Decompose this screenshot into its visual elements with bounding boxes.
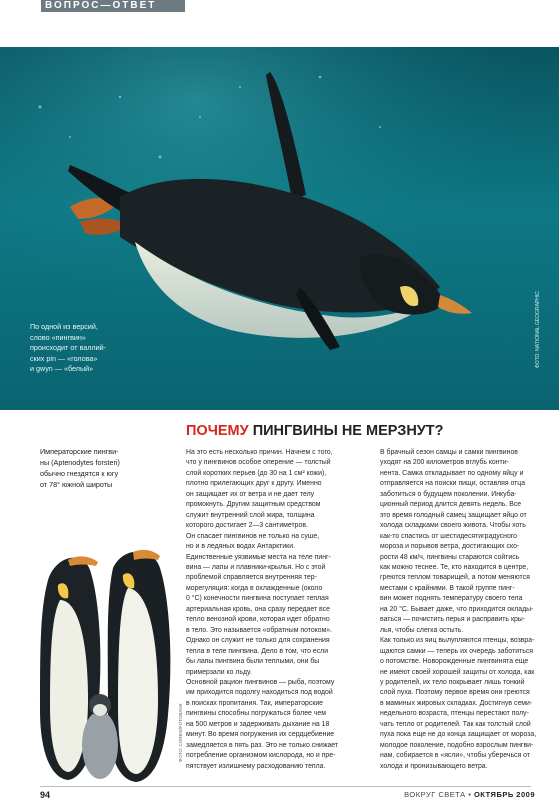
side-caption (40, 446, 170, 490)
headline-rest: ПИНГВИНЫ НЕ МЕРЗНУТ? (252, 423, 444, 439)
column-line: Он спасает пингвинов не только на суше, (186, 532, 320, 540)
side-caption-line: Императорские пингви- (40, 447, 119, 456)
magazine-footer (404, 790, 535, 799)
column-line: примерзали ко льду. (186, 668, 252, 676)
column-line: чать тепло от родителей. Так как толстый слой (380, 720, 531, 728)
column-line: плотно прилегающих друг к другу. Именно (186, 480, 322, 488)
column-line: тепла в теле пингвина. Дело в том, что если (186, 647, 329, 655)
column-line: что у пингвинов особое оперение — толстый (186, 459, 331, 467)
article-column-2 (380, 448, 552, 772)
side-caption-line: обычно гнездятся к югу (40, 469, 119, 478)
caption-line: и gwyn — «белый» (30, 364, 94, 374)
column-line: Как только из яиц вылупляются птенцы, возвра- (380, 637, 535, 645)
column-line: бы лапы пингвина были теплыми, они бы (186, 658, 320, 666)
column-line: в маминых жировых складках. Достигнув семи- (380, 699, 533, 707)
issue-date: ОКТЯБРЬ 2009 (473, 790, 535, 799)
column-line: местами с крайними. В такой группе пинг- (380, 584, 515, 592)
headline-accent: ПОЧЕМУ (186, 423, 249, 439)
column-line: как-то спастись от шестидесятиградусного (380, 532, 517, 540)
column-line: пуха пока еще не до конца защищает от мороза, (380, 731, 537, 739)
column-line: 0 °С) конечности пингвина поступает теплая (186, 595, 329, 603)
section-rubric: ВОПРОС—ОТВЕТ (41, 0, 185, 12)
caption-line: ских pin — «голова» (30, 353, 98, 363)
column-line: он защищает их от ветра и не дает телу (186, 490, 315, 498)
column-line: пятствует излишнему расходованию тепла. (186, 762, 326, 770)
column-line: в поисках пропитания. Так, императорские (186, 699, 324, 707)
column-line: промокнуть. Другим защитным средством (186, 501, 321, 509)
footer-bullet: • (468, 790, 472, 799)
column-line: минут. Во время погружения их сердцебиение (186, 731, 335, 739)
column-line: ваться — почистить перья и расправить кры- (380, 616, 526, 624)
column-line: молодое поколение, подобно взрослым пингви- (380, 741, 534, 749)
penguin-photo-credit: ФОТО: CORBIS/FOTOBANK (178, 703, 183, 762)
column-line: пингвины способны погружаться более чем (186, 710, 326, 718)
column-line: у родителей, их тело покрывает лишь тонкий (380, 678, 525, 686)
column-line: проблемой справляется внутренняя тер- (186, 574, 317, 582)
article-headline (186, 423, 444, 439)
column-line: морегуляция: когда в охлажденные (около (186, 584, 323, 592)
column-line: нента. Самка откладывает по одному яйцу и (380, 469, 524, 477)
column-line: отправляется на поиски пищи, оставляя отца (380, 480, 526, 488)
column-line: рости 48 км/ч, пингвины стараются сойтись (380, 553, 520, 561)
column-line: В брачный сезон самцы и самки пингвинов (380, 449, 518, 456)
emperor-penguins-photo (28, 540, 183, 785)
column-line: нам, собирается в «ясли», чтобы уберечься от (380, 752, 530, 760)
column-line: в тело. Это называется «обратным потоком». (186, 626, 333, 634)
column-line: но и в ледяных водах Антарктики. (186, 543, 295, 551)
column-line: Единственные уязвимые места на теле пинг- (186, 553, 331, 561)
column-line: вин может поднять температуру своего тела (380, 595, 523, 603)
column-line: это время голодный самец защищает яйцо от (380, 511, 527, 519)
column-line: потребление организмом кислорода, но и пре- (186, 752, 336, 760)
column-line: на 500 метров и задерживать дыхание на 18 (186, 720, 330, 728)
side-caption-line: от 78° южной широты (40, 480, 113, 489)
column-line: слой пуха. Поэтому первое время они греются (380, 689, 530, 697)
column-line: ционный период длится девять недель. Все (380, 501, 522, 509)
column-line: На это есть несколько причин. Начнем с того, (186, 449, 333, 456)
column-line: холода и пронизывающего ветра. (380, 762, 488, 770)
column-line: греются теплом товарищей, а потом меняются (380, 574, 530, 582)
column-line: артериальная кровь, она сразу передает все (186, 605, 330, 613)
column-line: которого достигает 2—3 сантиметров. (186, 522, 308, 530)
photo-caption (30, 322, 160, 375)
magazine-name: ВОКРУГ СВЕТА (404, 790, 466, 799)
column-line: замедляется в пять раз. Это не только снижает (186, 741, 339, 749)
footer-divider (40, 786, 531, 787)
side-caption-line: ны (Aptenodytes forsteri) (40, 458, 120, 467)
page-number: 94 (40, 790, 51, 800)
column-line: холода складками своего живота. Чтобы хоть (380, 522, 526, 530)
column-line: о потомстве. Новорожденные пингвинята еще (380, 658, 529, 666)
column-line: тепло венозной крови, которая идет обратно (186, 616, 330, 624)
column-line: щаются самки — теперь их очередь заботиться (380, 647, 533, 655)
column-line: лья, чтобы слегка остыть. (380, 626, 464, 634)
column-line: как можно теснее. Те, кто находится в центре, (380, 563, 529, 571)
column-line: вина — лапы и плавники-крылья. Но с этой (186, 563, 326, 571)
column-line: служит внутренний слой жира, толщина (186, 511, 315, 519)
column-line: на 20 °С. Бывает даже, что приходится оклады- (380, 605, 534, 613)
caption-line: происходит от валлий- (30, 343, 107, 353)
column-line: слой коротких перьев (до 30 на 1 см² кожи), (186, 469, 327, 477)
caption-line: слово «пингвин» (30, 332, 86, 342)
photo-credit: ФОТО: NATIONAL GEOGRAPHIC (535, 291, 541, 368)
column-line: Основной рацион пингвинов — рыба, поэтому (186, 678, 335, 686)
column-line: Однако он служит не только для сохранения (186, 637, 330, 645)
caption-line: По одной из версий, (30, 322, 98, 331)
column-line: недельного возраста, птенцы перестают полу- (380, 710, 529, 718)
column-line: мороза и порывов ветра, достигающих ско- (380, 543, 520, 551)
column-line: заботиться о будущем поколении. Инкуба- (380, 490, 517, 498)
column-line: не имеют своей хорошей защиты от холода, как (380, 668, 535, 676)
article-column-1 (186, 448, 358, 772)
column-line: им приходится подолгу находиться под водой (186, 689, 333, 697)
column-line: уходят на 200 километров вглубь конти- (380, 459, 509, 467)
